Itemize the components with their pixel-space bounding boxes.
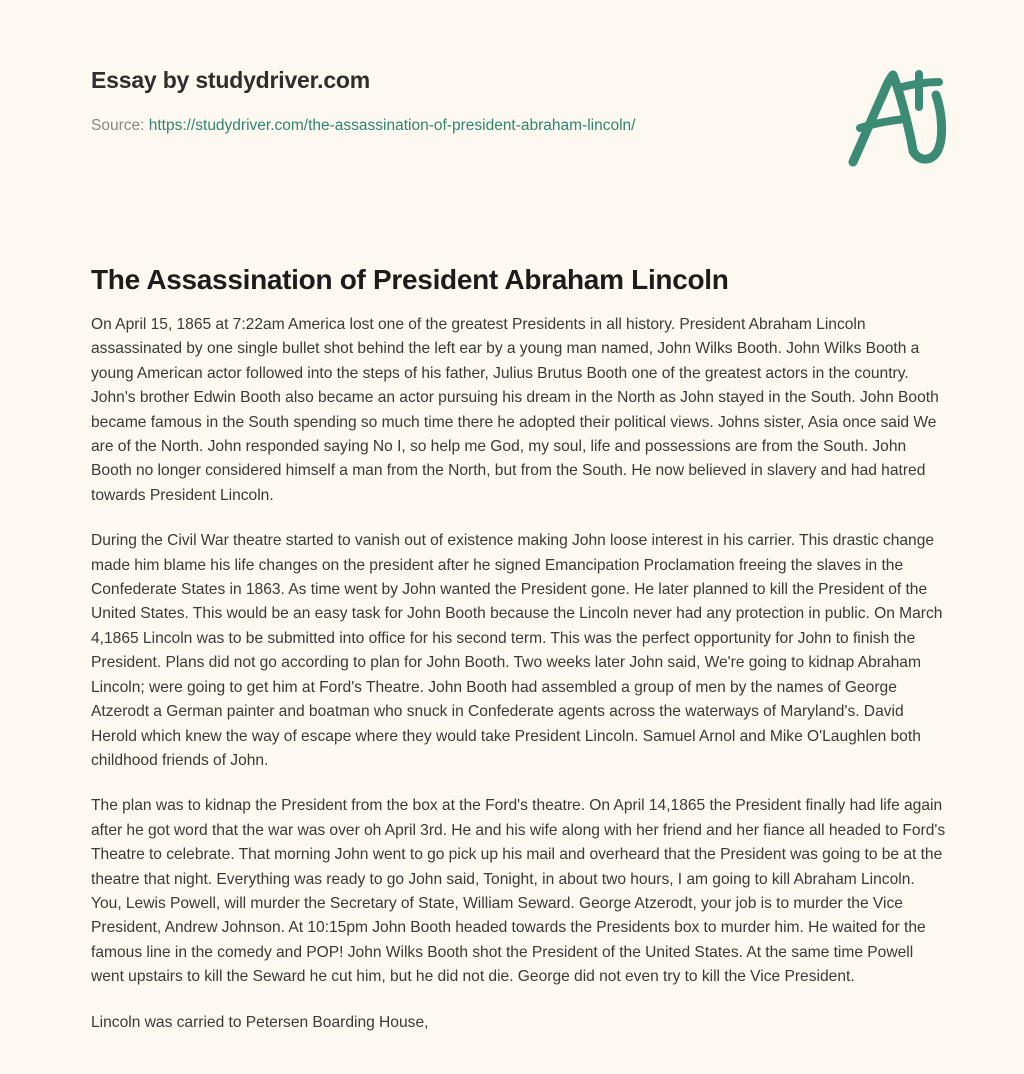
a-plus-icon <box>840 58 950 170</box>
essay-body <box>91 313 947 1035</box>
page-title: The Assassination of President Abraham Lincoln <box>91 263 729 295</box>
studydriver-a-plus-logo <box>840 58 950 170</box>
brand-title: Essay by studydriver.com <box>91 67 371 93</box>
paragraph: During the Civil War theatre started to vanish out of existence making John loose interest in his carrier. This drastic change made him blame his life changes on the president after he signed Emancipation Proclamation freeing the slaves in the Confederate States in 1863. As time went by John wanted the President gone. He later planned to kill the President of the United States. This would be an easy task for John Booth because the Lincoln never had any protection in public. On March 4,1865 Lincoln was to be submitted into office for his second term. This was the perfect opportunity for John to finish the President. Plans did not go according to plan for John Booth. Two weeks later John said, We're going to kidnap Abraham Lincoln; were going to get him at Ford's Theatre. John Booth had assembled a group of men by the names of George Atzerodt a German painter and boatman who snuck in Confederate agents across the waterways of Maryland's. David Herold which knew the way of escape where they would take President Lincoln. Samuel Arnol and Mike O'Laughlen both childhood friends of John. <box>91 532 943 769</box>
source-line <box>91 116 946 136</box>
paragraph: Lincoln was carried to Petersen Boarding House, <box>91 1013 429 1031</box>
source-label: Source: <box>91 117 149 134</box>
page-header <box>91 66 946 186</box>
paragraph: The plan was to kidnap the President from the box at the Ford's theatre. On April 14,1865 the President finally had life again after he got word that the war was over oh April 3rd. He and his wife along with her friend and her fiance all headed to Ford's Theatre to celebrate. That morning John went to go pick up his mail and overheard that the President was going to be at the theatre that night. Everything was ready to go John said, Tonight, in about two hours, I am going to kill Abraham Lincoln. You, Lewis Powell, will murder the Secretary of State, William Seward. George Atzerodt, your job is to murder the Vice President, Andrew Johnson. At 10:15pm John Booth headed towards the Presidents box to murder him. He waited for the famous line in the comedy and POP! John Wilks Booth shot the President of the United States. At the same time Powell went upstairs to kill the Seward he cut him, but he did not die. George did not even try to kill the Vice President. <box>91 797 946 986</box>
source-url-link[interactable]: https://studydriver.com/the-assassination-of-president-abraham-lincoln/ <box>148 117 636 134</box>
paragraph: On April 15, 1865 at 7:22am America lost one of the greatest Presidents in all history. President Abraham Lincoln assassinated by one single bullet shot behind the left ear by a young man named, John Wilks Booth. John Wilks Booth a young American actor followed into the steps of his father, Julius Brutus Booth one of the greatest actors in the country. John's brother Edwin Booth also became an actor pursuing his dream in the North as John stayed in the South. John Booth became famous in the South spending so much time there he adopted their political views. Johns sister, Asia once said We are of the North. John responded saying No I, so help me God, my soul, life and possessions are from the South. John Booth no longer considered himself a man from the North, but from the South. He now believed in slavery and had hatred towards President Lincoln. <box>91 316 939 504</box>
